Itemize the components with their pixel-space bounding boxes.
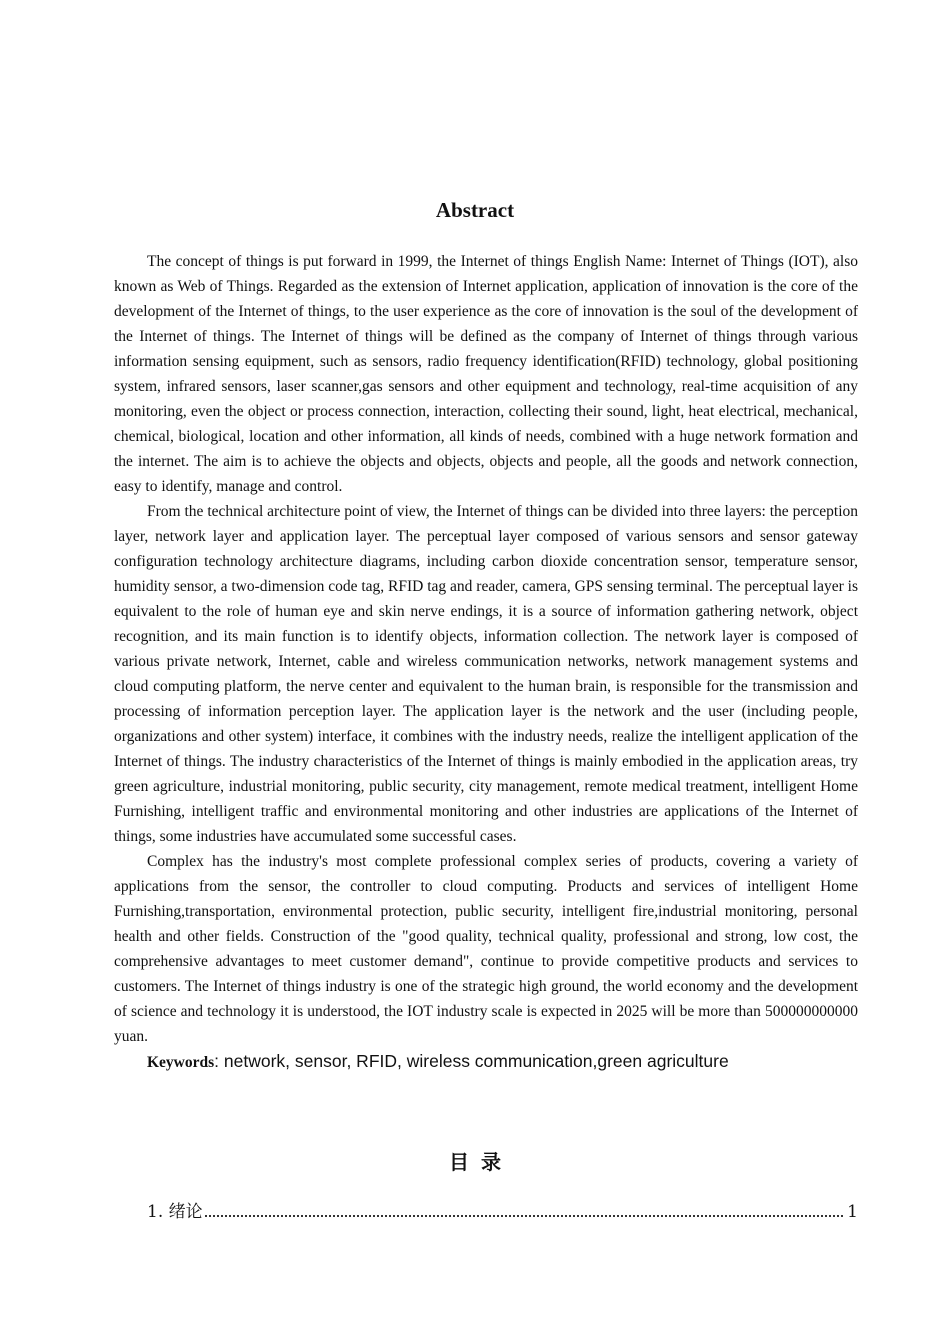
toc-title: 目录 — [449, 1150, 513, 1174]
toc-entry-label: 1. 绪论 — [147, 1202, 203, 1222]
abstract-title: Abstract — [435, 198, 515, 222]
keywords-text: : network, sensor, RFID, wireless communication,green agriculture — [214, 1051, 729, 1071]
abstract-paragraph-3: Complex has the industry's most complete professional complex series of products, covering a variety of applications from the sensor, the controller to cloud computing. Products and services of intelligent Home Furnishing,transportation, environmental protection, public security, intelligent fire,industrial monitoring, personal health and other fields. Construction of the "good quality, technical quality, professional and strong, low cost, the comprehensive advantages to meet customer demand", continue to provide competitive products and services to customers. The Internet of things industry is one of the strategic high ground, the world economy and the development of science and technology it is understood, the IOT industry scale is expected in 2025 will be more than 500000000000 yuan. — [114, 853, 858, 1045]
abstract-body — [114, 249, 858, 1075]
abstract-paragraph-1: The concept of things is put forward in 1999, the Internet of things English Name: Internet of Things (IOT), also known as Web of Things. Regarded as the extension of Internet application, application of innovation is the core of the development of the Internet of things, to the user experience as the core of innovation is the soul of the development of the Internet of things. The Internet of things will be defined as the company of Internet of things through various information sensing equipment, such as sensors, radio frequency identification(RFID) technology, global positioning system, infrared sensors, laser scanner,gas sensors and other equipment and technology, real-time acquisition of any monitoring, even the object or process connection, interaction, collecting their sound, light, heat electrical, mechanical, chemical, biological, location and other information, all kinds of needs, combined with a huge network formation and the internet. The aim is to achieve the objects and objects, objects and people, all the goods and network connection, easy to identify, manage and control. — [114, 253, 858, 495]
toc-leader-dots — [205, 1215, 844, 1217]
toc-entry-page: 1 — [847, 1202, 858, 1222]
toc-entry[interactable] — [147, 1200, 858, 1224]
keywords-line — [114, 1049, 858, 1075]
keywords-label: Keywords — [147, 1054, 215, 1071]
abstract-paragraph-2: From the technical architecture point of view, the Internet of things can be divided into three layers: the perception layer, network layer and application layer. The perceptual layer composed of various sensors and sensor gateway configuration technology architecture diagrams, including carbon dioxide concentration sensor, temperature sensor, humidity sensor, a two-dimension code tag, RFID tag and reader, camera, GPS sensing terminal. The perceptual layer is equivalent to the role of human eye and skin nerve endings, it is a source of information gathering network, object recognition, and its main function is to identify objects, information collection. The network layer is composed of various private network, Internet, cable and wireless communication networks, network management systems and cloud computing platform, the nerve center and equivalent to the human brain, is responsible for the transmission and processing of information perception layer. The application layer is the network and the user (including people, organizations and other system) interface, it combines with the industry needs, realize the intelligent application of the Internet of things. The industry characteristics of the Internet of things is mainly embodied in the application areas, try green agriculture, industrial monitoring, public security, city management, remote medical treatment, intelligent Home Furnishing, intelligent traffic and environmental monitoring and other industries are applications of the Internet of things, some industries have accumulated some successful cases. — [114, 503, 858, 845]
